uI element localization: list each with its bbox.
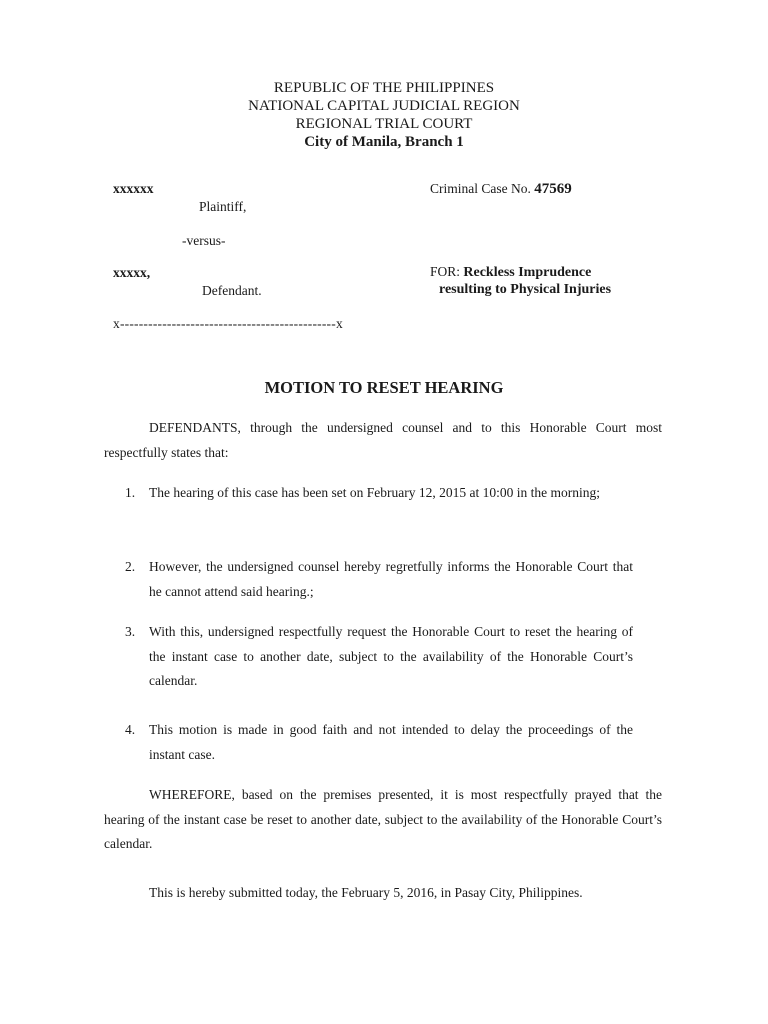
for-offense-line2: resulting to Physical Injuries (439, 282, 612, 297)
wherefore-paragraph: WHEREFORE, based on the premises presented, it is most respectfully prayed that the hearing of the instant case be reset to another date, subject to the availability of the Honorable Court’s calendar. (104, 787, 662, 851)
motion-title: MOTION TO RESET HEARING (264, 378, 504, 397)
list-item-text: With this, undersigned respectfully request the Honorable Court to reset the hearing of the instant case to another date, subject to the availability of the Honorable Court’s calendar. (149, 624, 633, 688)
header-republic: REPUBLIC OF THE PHILIPPINES (273, 80, 495, 96)
list-item (125, 718, 633, 767)
list-item-text: However, the undersigned counsel hereby regretfully informs the Honorable Court that he cannot attend said hearing.; (149, 559, 633, 599)
list-item-text: The hearing of this case has been set on February 12, 2015 at 10:00 in the morning; (149, 485, 601, 500)
case-label: Criminal Case No. (430, 181, 531, 196)
submission-paragraph: This is hereby submitted today, the February 5, 2016, in Pasay City, Philippines. (149, 885, 583, 900)
list-item-text: This motion is made in good faith and not intended to delay the proceedings of the instant case. (149, 722, 633, 762)
plaintiff-name: xxxxxx (113, 181, 154, 196)
list-item-number: 4. (125, 722, 136, 737)
header-court: REGIONAL TRIAL COURT (295, 116, 473, 132)
for-line (430, 264, 591, 281)
list-item (125, 555, 633, 604)
intro-paragraph: DEFENDANTS, through the undersigned counsel and to this Honorable Court most respectfully states that: (104, 420, 662, 460)
list-item-number: 2. (125, 559, 136, 574)
for-label: FOR: (430, 264, 461, 279)
plaintiff-label: Plaintiff, (199, 199, 247, 214)
list-item (125, 620, 633, 694)
case-number: 47569 (534, 181, 572, 197)
caption-separator: x----------------------------------------------x (113, 316, 343, 331)
defendant-name: xxxxx, (113, 265, 151, 280)
list-item (125, 481, 633, 506)
for-offense-line1: Reckless Imprudence (463, 265, 592, 280)
header-region: NATIONAL CAPITAL JUDICIAL REGION (248, 98, 520, 114)
list-item-number: 3. (125, 624, 136, 639)
header-branch: City of Manila, Branch 1 (304, 134, 464, 150)
defendant-label: Defendant. (202, 283, 262, 298)
list-item-number: 1. (125, 485, 136, 500)
versus-label: -versus- (182, 233, 226, 248)
case-number-line (430, 181, 572, 198)
